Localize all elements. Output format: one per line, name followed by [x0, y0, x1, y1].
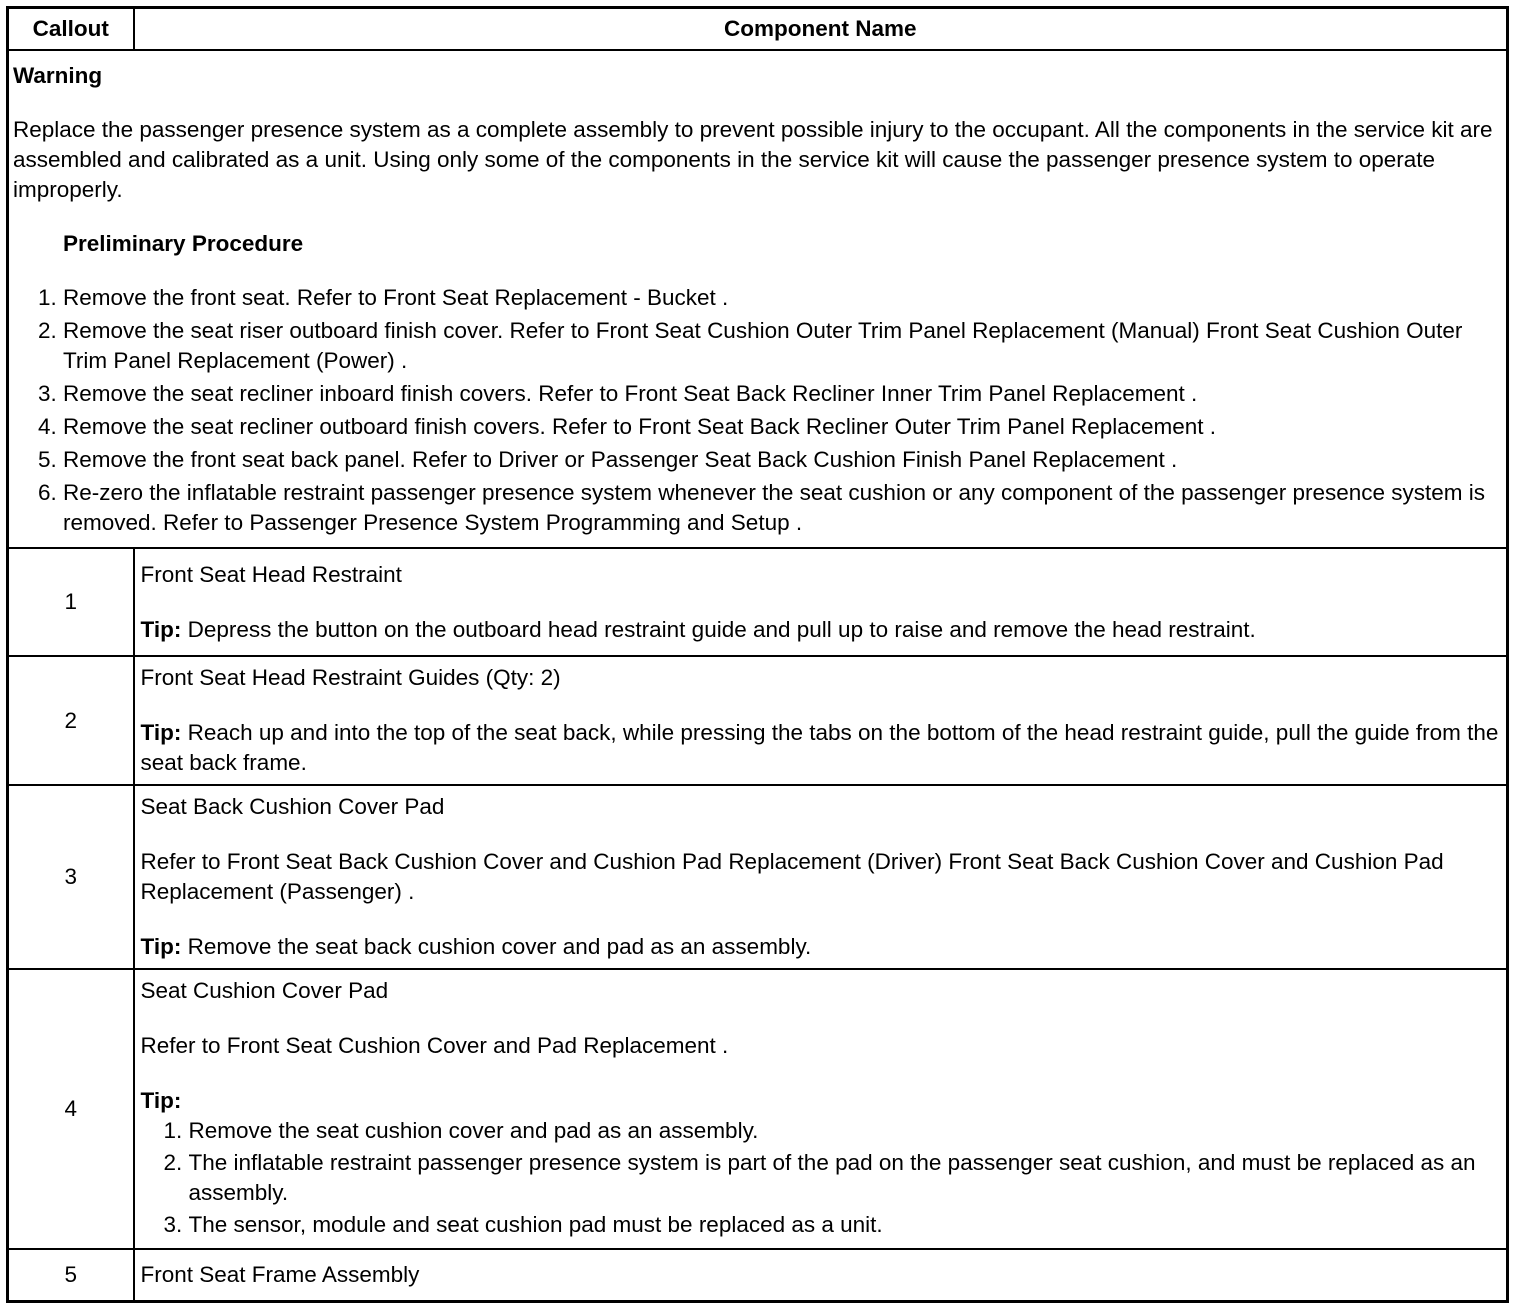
document-page	[6, 6, 1506, 1303]
table-row	[8, 1249, 1508, 1302]
tip-text: Depress the button on the outboard head restraint guide and pull up to raise and remove the head restraint.	[187, 616, 1256, 642]
list-item: 4. Remove the seat recliner outboard finish covers. Refer to Front Seat Back Recliner Outer Trim Panel Replacement .	[63, 412, 1500, 442]
callout-column-header: Callout	[8, 8, 134, 51]
callout-number: 1	[8, 548, 134, 656]
refer-text: Refer to Front Seat Back Cushion Cover and Cushion Pad Replacement (Driver) Front Seat Back Cushion Cover and Cushion Pad Replacement (Passenger) .	[140, 849, 1444, 904]
list-item: 1. Remove the front seat. Refer to Front Seat Replacement - Bucket .	[63, 283, 1500, 313]
component-name-column-header: Component Name	[134, 8, 1508, 51]
tip-text: Remove the seat back cushion cover and pad as an assembly.	[187, 934, 812, 959]
list-item: 2. Remove the seat riser outboard finish cover. Refer to Front Seat Cushion Outer Trim Panel Replacement (Manual) Front Seat Cushion Outer Trim Panel Replacement (Power) .	[63, 316, 1500, 376]
table-row	[8, 785, 1508, 969]
callout-number: 2	[8, 656, 134, 785]
list-item: 1. Remove the seat cushion cover and pad as an assembly.	[189, 1116, 1501, 1146]
warning-row	[8, 50, 1508, 548]
component-name: Seat Back Cushion Cover Pad	[140, 794, 445, 819]
component-cell	[134, 1249, 1508, 1302]
list-item: 3. Remove the seat recliner inboard finish covers. Refer to Front Seat Back Recliner Inner Trim Panel Replacement .	[63, 379, 1500, 409]
tip-label: Tip:	[140, 934, 182, 959]
component-cell	[134, 785, 1508, 969]
component-cell	[134, 656, 1508, 785]
component-name: Front Seat Head Restraint Guides (Qty: 2)	[140, 665, 561, 690]
component-name: Seat Cushion Cover Pad	[140, 978, 389, 1003]
list-item: 3. The sensor, module and seat cushion pad must be replaced as a unit.	[189, 1210, 1501, 1240]
component-name: Front Seat Frame Assembly	[140, 1262, 420, 1287]
table-row	[8, 656, 1508, 785]
list-item: 5. Remove the front seat back panel. Refer to Driver or Passenger Seat Back Cushion Finish Panel Replacement .	[63, 445, 1500, 475]
table-row	[8, 548, 1508, 656]
warning-title: Warning	[13, 63, 103, 88]
table-row	[8, 969, 1508, 1249]
warning-text: Replace the passenger presence system as a complete assembly to prevent possible injury to the occupant. All the components in the service kit are assembled and calibrated as a unit. Using only some of the components in the service kit will cause the passenger presence system to operate improperly.	[13, 117, 1493, 202]
tip-label: Tip:	[140, 616, 182, 642]
preliminary-steps-list	[13, 283, 1500, 538]
tips-list	[141, 1116, 1501, 1240]
components-table	[6, 6, 1509, 1303]
callout-number: 5	[8, 1249, 134, 1302]
refer-text: Refer to Front Seat Cushion Cover and Pad Replacement .	[140, 1033, 729, 1058]
list-item: 2. The inflatable restraint passenger presence system is part of the pad on the passenger seat cushion, and must be replaced as an assembly.	[189, 1148, 1501, 1208]
component-cell	[134, 969, 1508, 1249]
tip-label: Tip:	[140, 1088, 182, 1113]
table-header-row	[8, 8, 1508, 51]
component-cell	[134, 548, 1508, 656]
preliminary-procedure-title: Preliminary Procedure	[63, 231, 304, 256]
tip-label: Tip:	[140, 720, 182, 745]
tip-text: Reach up and into the top of the seat back, while pressing the tabs on the bottom of the head restraint guide, pull the guide from the seat back frame.	[140, 720, 1499, 775]
callout-number: 3	[8, 785, 134, 969]
component-name: Front Seat Head Restraint	[140, 561, 402, 587]
list-item: 6. Re-zero the inflatable restraint passenger presence system whenever the seat cushion or any component of the passenger presence system is removed. Refer to Passenger Presence System Programming and Setup .	[63, 478, 1500, 538]
callout-number: 4	[8, 969, 134, 1249]
warning-cell	[8, 50, 1508, 548]
